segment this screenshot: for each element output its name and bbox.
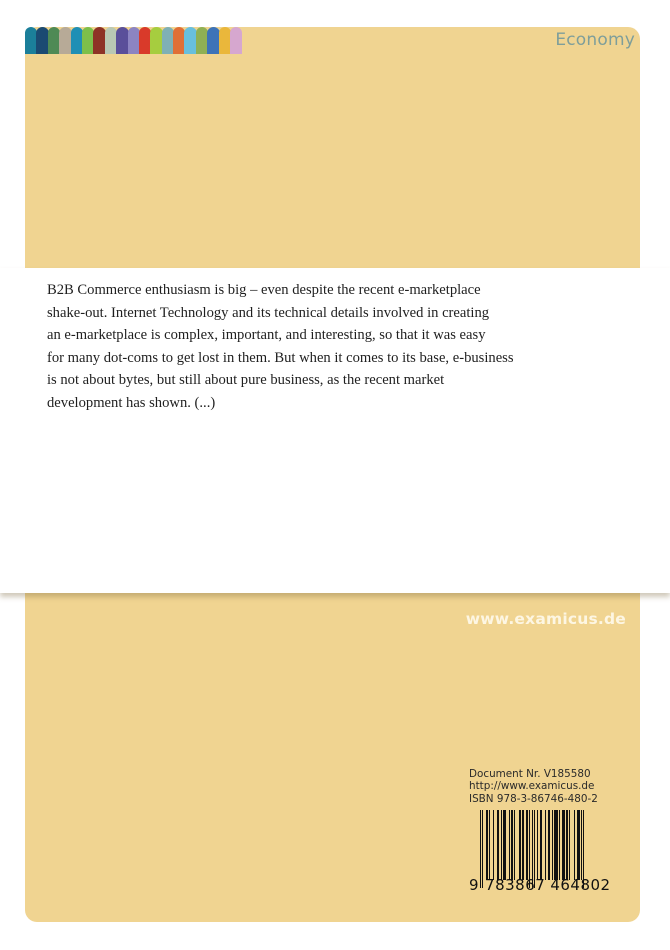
category-label: Economy [555, 30, 635, 50]
blurb-panel [0, 268, 670, 593]
blurb-text [47, 279, 607, 415]
document-number: Document Nr. V185580 [469, 768, 591, 780]
barcode-digits [469, 876, 611, 894]
blurb-line: is not about bytes, but still about pure business, as the recent market [47, 372, 445, 389]
barcode-digit-first: 9 [469, 876, 480, 894]
blurb-line: B2B Commerce enthusiasm is big – even despite the recent e-marketplace [47, 282, 481, 298]
barcode-digits-left: 783867 [485, 876, 546, 894]
publisher-website: www.examicus.de [465, 610, 626, 628]
color-tab [150, 27, 162, 54]
color-tab [207, 27, 219, 54]
blurb-line: shake-out. Internet Technology and its technical details involved in creating [47, 304, 490, 321]
blurb-line: development has shown. (...) [47, 394, 216, 411]
color-tab [36, 27, 48, 54]
color-tabs [25, 27, 241, 54]
color-tab [116, 27, 128, 54]
color-tab [59, 27, 71, 54]
blurb-line: an e-marketplace is complex, important, and interesting, so that it was easy [47, 327, 486, 344]
color-tab [230, 27, 242, 54]
document-info [469, 768, 598, 805]
color-tab [93, 27, 105, 54]
document-url: http://www.examicus.de [469, 780, 595, 793]
barcode-digits-right: 464802 [550, 876, 611, 894]
blurb-line: for many dot-coms to get lost in them. But when it comes to its base, e-business [47, 349, 514, 366]
isbn: ISBN 978-3-86746-480-2 [469, 792, 598, 805]
